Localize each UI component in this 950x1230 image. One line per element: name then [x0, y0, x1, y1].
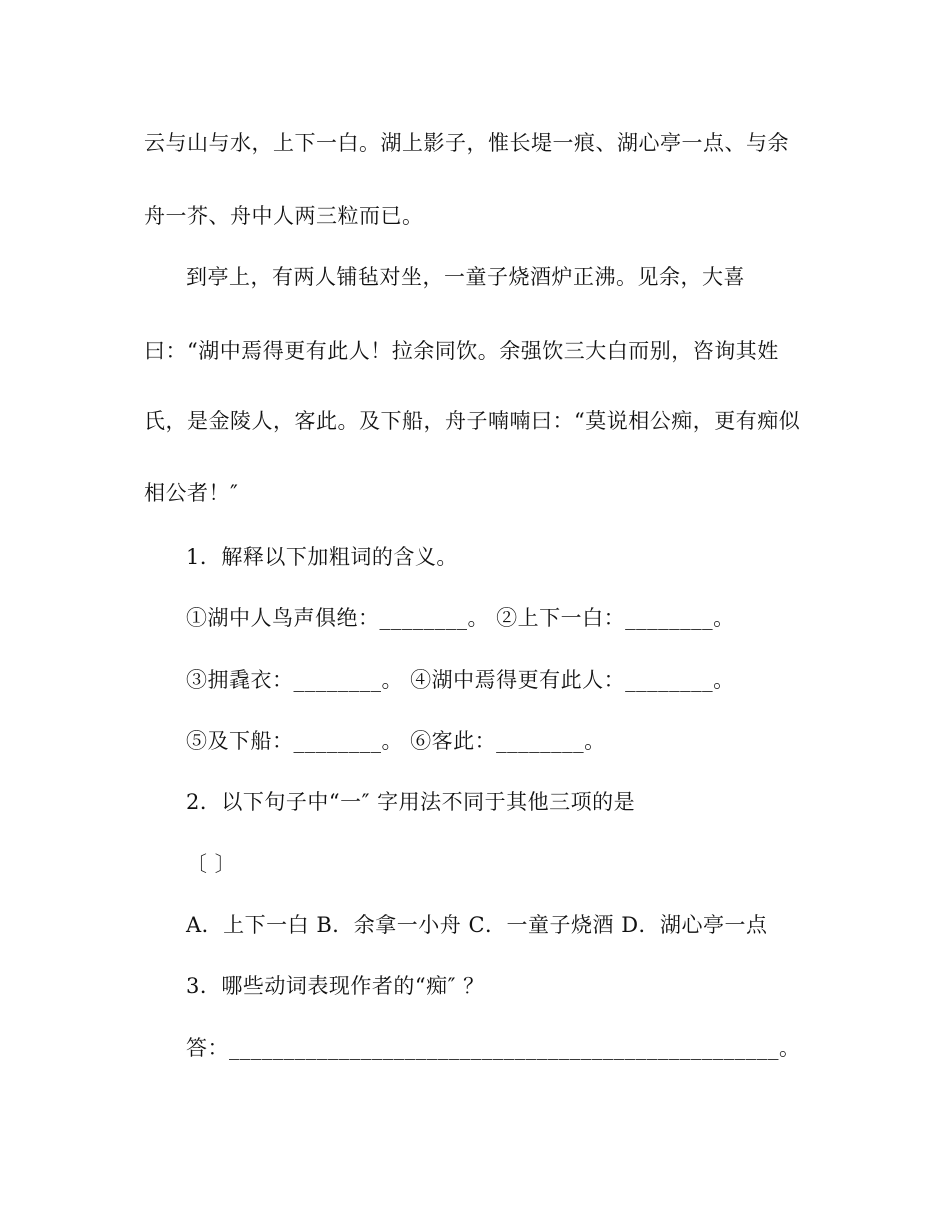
passage-line-5: 氏，是金陵人，客此。及下船，舟子喃喃曰：“莫说相公痴，更有痴似 — [144, 409, 801, 433]
question-1-row-2: ③拥毳衣：________。 ④湖中焉得更有此人：________。 — [186, 668, 735, 692]
question-3-answer-line: 答：__________________________________________________。 — [186, 1036, 801, 1060]
question-3-prompt: 3．哪些动词表现作者的“痴″ ？ — [186, 974, 485, 998]
passage-line-6: 相公者！″ — [144, 481, 239, 505]
question-1-row-3: ⑤及下船：________。 ⑥客此：________。 — [186, 729, 606, 753]
question-1-row-1: ①湖中人鸟声俱绝：________。 ②上下一白：________。 — [186, 606, 735, 630]
passage-line-2: 舟一芥、舟中人两三粒而已。 — [144, 204, 424, 228]
passage-line-4: 曰：“湖中焉得更有此人！拉余同饮。余强饮三大白而别，咨询其姓 — [144, 339, 779, 363]
question-2-options: A．上下一白 B．余拿一小舟 C．一童子烧酒 D．湖心亭一点 — [186, 913, 768, 937]
question-1-prompt: 1．解释以下加粗词的含义。 — [186, 545, 458, 569]
passage-line-1: 云与山与水，上下一白。湖上影子，惟长堤一痕、湖心亭一点、与余 — [144, 131, 789, 155]
question-2-bracket: 〔 〕 — [186, 852, 237, 876]
question-2-prompt: 2．以下句子中“一″ 字用法不同于其他三项的是 — [186, 790, 636, 814]
passage-line-3: 到亭上，有两人铺毡对坐，一童子烧酒炉正沸。见余，大喜 — [186, 265, 745, 289]
